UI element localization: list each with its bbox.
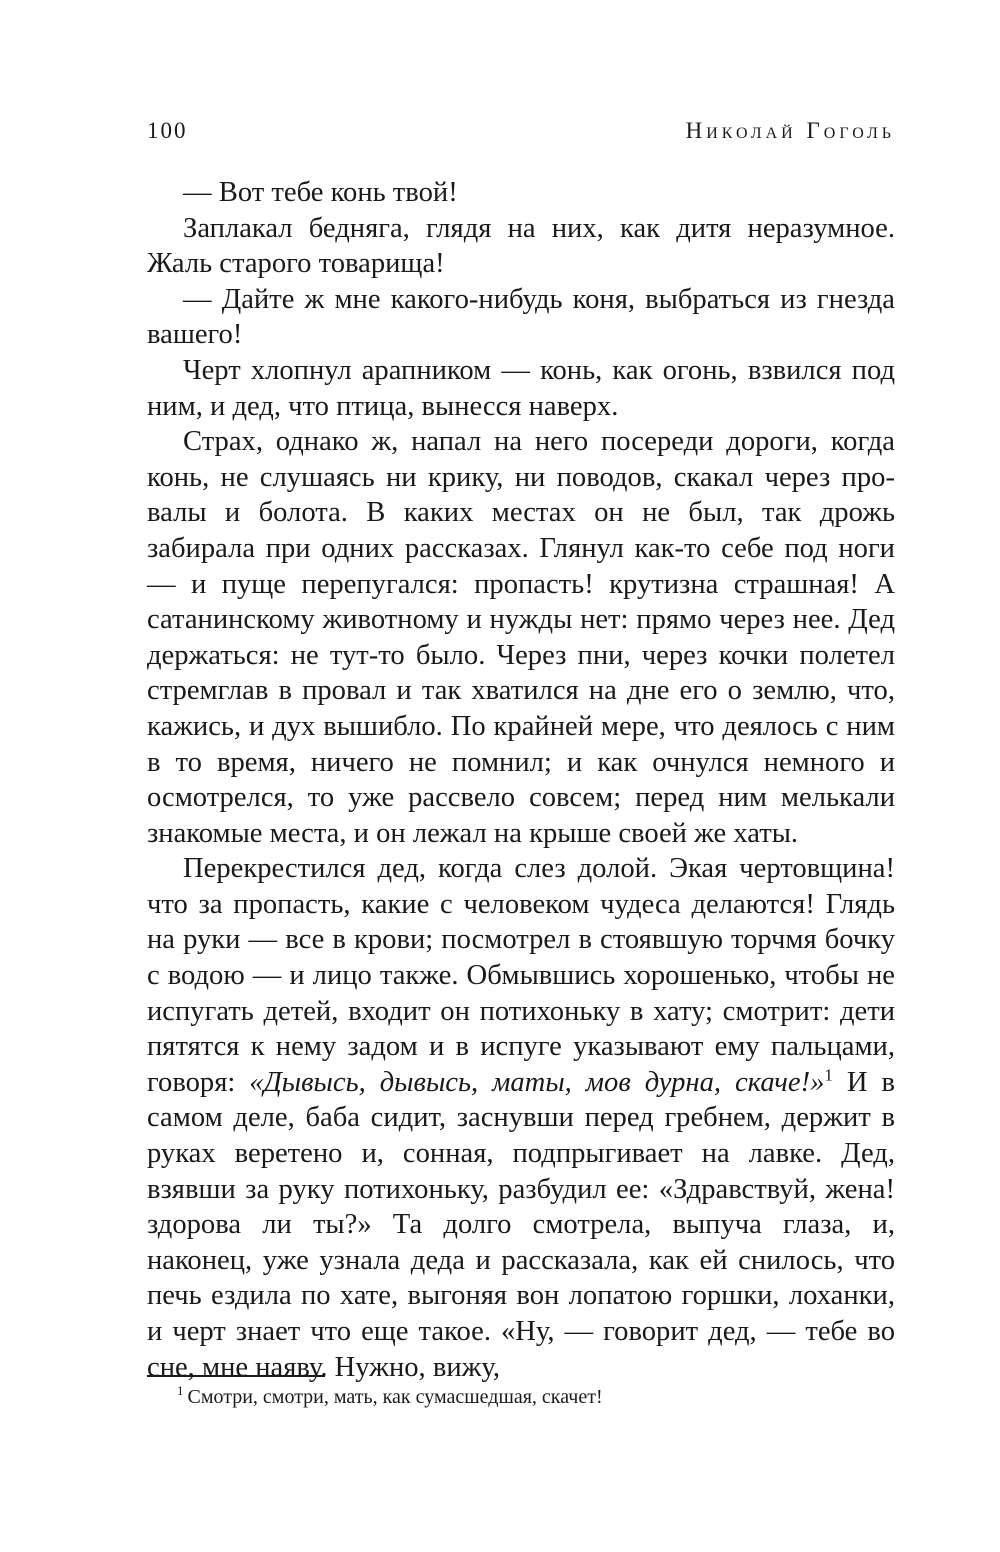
paragraph: — Дайте ж мне какого-нибудь коня, выбраться из гнезда вашего! xyxy=(147,283,895,351)
page-number: 100 xyxy=(147,118,188,143)
footnote-divider xyxy=(147,1375,325,1377)
paragraph: Черт хлопнул арапником — конь, как огонь, взвился под ним, и дед, что птица, вынесся наверх. xyxy=(147,354,895,422)
ukrainian-quote: «Дывысь, дывысь, маты, мов дурна, скаче!» xyxy=(249,1066,825,1098)
paragraph: — Вот тебе конь твой! xyxy=(183,177,458,208)
body-text xyxy=(147,175,895,1385)
paragraph xyxy=(147,851,895,1385)
page xyxy=(147,118,895,1385)
paragraph: Заплакал бедняга, глядя на них, как дитя неразумное. Жаль старого товарища! xyxy=(147,212,895,280)
paragraph: Страх, однако ж, напал на него посереди дороги, когда конь, не слушаясь ни крику, ни поводов, скакал через провалы и болота. В каких местах он не был, так дрожь забирала при одних рассказах. Глянул как-то себе под ноги — и пуще перепугался: пропасть! крутизна страшная! А сатанинскому животному и нужды нет: прямо через нее. Дед держаться: не тут-то было. Через пни, через кочки полетел стремглав в провал и так хватился на дне его о землю, что, кажись, и дух вышибло. По крайней мере, что деялось с ним в то время, ничего не помнил; и как очнулся немного и осмотрелся, то уже рассвело совсем; перед ним мелькали знакомые места, и он лежал на крыше своей же хаты. xyxy=(147,426,895,849)
running-head xyxy=(147,118,895,154)
footnote-reference[interactable]: 1 xyxy=(824,1065,833,1085)
paragraph-text: Перекрестился дед, когда слез долой. Экая чертовщина! что за пропасть, какие с человеком чудеса делаются! Глядь на руки — все в крови; посмотрел в стоявшую торчмя бочку с водою — и лицо также. Обмывшись хорошенько, чтобы не испугать детей, входит он потихоньку в хату; смотрит: дети пятятся к нему задом и в испуге указывают ему пальцами, говоря: xyxy=(147,853,895,1098)
footnote-text: Смотри, смотри, мать, как сумасшедшая, скачет! xyxy=(187,1386,603,1408)
paragraph-text: И в самом деле, баба сидит, заснувши перед гребнем, держит в руках веретено и, сонная, подпрыгивает на лавке. Дед, взявши за руку потихоньку, разбудил ее: «Здравствуй, жена! здорова ли ты?» Та долго смотрела, выпуча глаза, и, наконец, уже узнала деда и рассказала, как ей снилось, что печь ездила по хате, выгоняя вон лопатою горшки, лоханки, и черт знает что еще такое. «Ну, — говорит дед, — тебе во сне, мне наяву. Нужно, вижу, xyxy=(147,1066,895,1383)
footnote-mark: 1 xyxy=(177,1383,184,1399)
running-title: Николай Гоголь xyxy=(685,118,895,143)
footnote xyxy=(177,1384,877,1410)
